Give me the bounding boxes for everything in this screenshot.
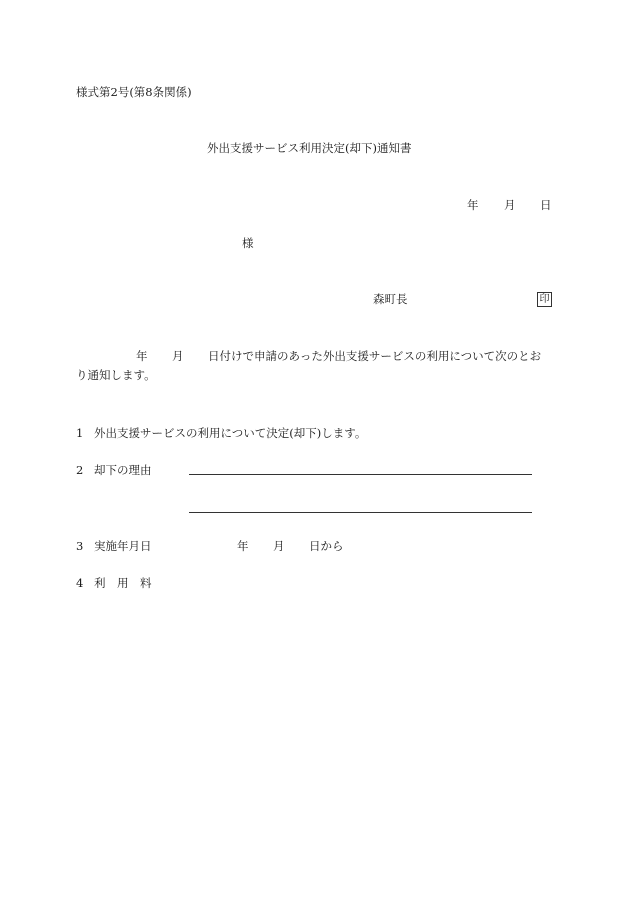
item-number: 3 xyxy=(76,539,84,553)
date-day: 日 xyxy=(540,198,552,212)
item-text: 外出支援サービスの利用について決定(却下)します。 xyxy=(94,426,367,440)
body-text-line1: 日付けで申請のあった外出支援サービスの利用について次のとお xyxy=(208,349,542,363)
item-label: 実施年月日 xyxy=(94,539,152,553)
recipient-suffix: 様 xyxy=(242,236,254,250)
issuer-name: 森町長 xyxy=(373,292,408,306)
item-month: 月 xyxy=(273,539,285,553)
body-year: 年 xyxy=(136,349,148,363)
body-month: 月 xyxy=(172,349,184,363)
date-year: 年 xyxy=(467,198,479,212)
form-number: 様式第2号(第8条関係) xyxy=(76,85,192,99)
reason-underline-1 xyxy=(189,474,532,475)
body-text-line2: り通知します。 xyxy=(76,368,156,382)
item-label: 却下の理由 xyxy=(94,463,152,477)
reason-underline-2 xyxy=(189,512,532,513)
document-title: 外出支援サービス利用決定(却下)通知書 xyxy=(207,141,412,155)
item-number: 1 xyxy=(76,426,84,440)
item-number: 2 xyxy=(76,463,84,477)
item-year: 年 xyxy=(237,539,249,553)
item-label: 利 用 料 xyxy=(94,576,152,590)
item-suffix: 日から xyxy=(309,539,344,553)
date-month: 月 xyxy=(504,198,516,212)
item-number: 4 xyxy=(76,576,84,590)
seal-mark: 印 xyxy=(537,292,552,307)
